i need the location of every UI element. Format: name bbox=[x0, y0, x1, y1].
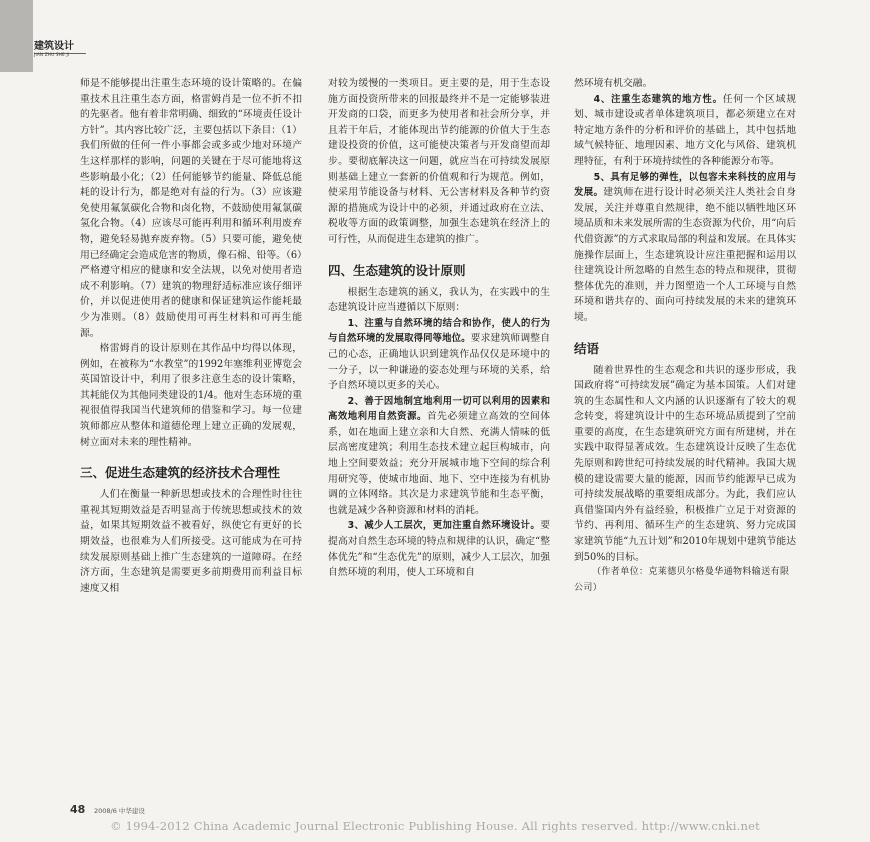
paragraph: 格雷姆肖的设计原则在其作品中均得以体现，例如，在被称为“水教堂”的1992年塞维利亚博览会英国馆设计中，利用了很多注意生态的设计策略，其耗能仅为其他同类建设的1/4。他对生态环境的重视很值得我国当代建筑师的借鉴和学习。每一位建筑师都应从整体和道德伦理上建立正确的发展观，树立面对未来的理性精神。 bbox=[80, 343, 302, 448]
text-column-1 bbox=[80, 76, 302, 596]
principle-1 bbox=[328, 316, 550, 394]
issue-label: 2008/6 中华建设 bbox=[94, 807, 145, 815]
principle-4-body: 任何一个区域规划、城市建设或者单体建筑项目，都必须建立在对特定地方条件的分析和评价的基础上，其中包括地域气候特征、地理因素、地方文化与风俗、建筑机理特征，有利于环境持续性的各种能源分布等。 bbox=[574, 93, 797, 167]
page-number: 48 bbox=[70, 803, 86, 816]
paragraph: 人们在衡量一种新思想或技术的合理性时往往重视其短期效益是否明显高于传统思想或技术的效益，如果其短期效益不被看好，纵使它有更好的长期效益，也很难为人们所接受。这可能成为在可持续发展原则基础上推广生态建筑的一道障碍。在经济方面，生态建筑是需要更多前期费用而利益目标速度又相 bbox=[80, 489, 302, 594]
section-heading-3: 三、促进生态建筑的经济技术合理性 bbox=[80, 465, 281, 481]
copyright-watermark: © 1994-2012 China Academic Journal Electronic Publishing House. All rights reserved. http://www.cnki.net bbox=[110, 819, 760, 833]
principle-5 bbox=[574, 170, 796, 326]
principle-2-title: 2、善于因地制宜地利用一切可以利用的因素和高效地利用自然资源。 bbox=[328, 395, 550, 423]
conclusion-heading: 结语 bbox=[574, 340, 600, 356]
paragraph: 然环境有机交融。 bbox=[574, 78, 653, 89]
text-column-2 bbox=[328, 76, 550, 581]
principle-4 bbox=[574, 92, 796, 170]
principle-2 bbox=[328, 394, 550, 519]
paragraph: 师是不能够提出注重生态环境的设计策略的。在偏重技术且注重生态方面，格雷姆肖是一位不折不扣的先驱者。他有着非常明确、细致的“环境责任设计方针”。其内容比较广泛，主要包括以下条目：（1）我们所做的任何一件小事都会或多或少地对环境产生这样那样的影响，问题的关键在于尽可能地将这些影响最小化；（2）任何能够节约能量、降低总能耗的设计行为，都是绝对有益的行为。（3）应该避免使用氟氯碳化合物和卤化物，不鼓励使用氟氯碳氢化合物。（4）应该尽可能再利用和循环利用废弃物，避免轻易抛弃废弃物。（5）只要可能，避免使用已经确定会造成危害的物质，像石棉、铅等。（6）严格遵守相应的健康和安全法规，以免对使用者造成不利影响。（7）建筑的物理舒适标准应该仔细评价，并以促进使用者的健康和保证建筑运作能耗最少为准则。（8）鼓励使用可再生材料和可再生能源。 bbox=[80, 78, 302, 339]
principle-5-body: 建筑师在进行设计时必须关注人类社会自身发展，关注并尊重自然规律，绝不能以牺牲地区环境品质和未来发展所需的生态资源为代价，用“向后代借资源”的方式求取局部的利益和发展。在具体实施操作层面上，生态建筑设计应注重把握和运用以往建筑设计所忽略的自然生态的特点和规律，贯彻整体优先的准则，并力图塑造一个人工环境与自然环境和谐共存的、面向可持续发展的未来的建筑环境。 bbox=[574, 187, 796, 323]
principle-4-title: 4、注重生态建筑的地方性。 bbox=[593, 93, 723, 105]
author-affiliation: （作者单位：克莱德贝尔格曼华通物料输送有限公司） bbox=[574, 567, 790, 593]
principle-1-body: 要求建筑师调整自己的心态，正确地认识到建筑作品仅仅是环境中的一分子，以一种谦逊的姿态处理与环境的关系，给予自然环境以更多的关心。 bbox=[328, 333, 550, 392]
principle-1-title: 1、注重与自然环境的结合和协作，使人的行为与自然环境的发展取得同等地位。 bbox=[328, 317, 550, 345]
principle-3 bbox=[328, 518, 550, 580]
principle-5-title: 5、具有足够的弹性，以包容未来科技的应用与发展。 bbox=[574, 171, 796, 199]
conclusion-paragraph: 随着世界性的生态观念和共识的逐步形成，我国政府将“可持续发展”确定为基本国策。人们对建筑的生态属性和人文内涵的认识逐渐有了较大的观念转变，将建筑设计中的生态环境品质提到了空前重要的高度，在生态建筑研究方面有所建树，并在实践中取得显著成效。生态建筑设计反映了生态优先原则和跨世纪可持续发展的时代精神。我国大规模的建设需要大量的能源，因而节约能源早已成为可持续发展战略的重要组成部分。为此，我们应认真借鉴国内外有益经验，积极推广立足于对资源的节约、再利用、循环生产的生态建筑、努力完成国家建筑节能“九五计划”和2010年规划中建筑节能达到50%的目标。 bbox=[574, 364, 796, 563]
section-heading-4: 四、生态建筑的设计原则 bbox=[328, 262, 466, 278]
principle-2-body: 首先必须建立高效的空间体系，如在地面上建立亲和大自然、充满人情味的低层高密度建筑；利用生态技术建立起巨构城市，向地上空间要效益；充分开展城市地下空间的综合利用研究等，使城市地面、地下、空中连接为有机协调的立体网络。其次是力求建筑节能和生态平衡，也就是减少各种资源和材料的消耗。 bbox=[328, 411, 550, 516]
paragraph: 根据生态建筑的涵义，我认为，在实践中的生态建筑设计应当遵循以下原则： bbox=[328, 286, 550, 314]
principle-3-title: 3、减少人工层次，更加注重自然环境设计。 bbox=[347, 520, 541, 532]
paragraph: 对较为缓慢的一类项目。更主要的是，用于生态设施方面投资所带来的回报最终并不是一定能够装进开发商的口袋，而更多为使用者和社会所分享，并且若干年后，才能体现出节约能源的价值大于生态建设投资的价值，这可能使决策者与开发商望而却步。要彻底解决这一问题，就应当在可持续发展原则基础上建立一套新的价值观和行为规范。例如，使采用节能设备与材料、无公害材料及各种节约资源的措施成为设计中的必须，并通过政府在立法、税收等方面的政策调整，加强生态建筑在经济上的可行性，从而促进生态建筑的推广。 bbox=[328, 78, 550, 245]
principle-3-body: 要提高对自然生态环境的特点和规律的认识，确定“整体优先”和“生态优先”的原则，减少人工层次，加强自然环境的利用，使人工环境和自 bbox=[328, 520, 550, 579]
text-column-3 bbox=[574, 76, 796, 596]
section-sublabel: JIAN ZHU SHE JI bbox=[34, 52, 70, 57]
section-tab-marker bbox=[0, 0, 33, 72]
section-label: 建筑设计 bbox=[34, 37, 86, 54]
